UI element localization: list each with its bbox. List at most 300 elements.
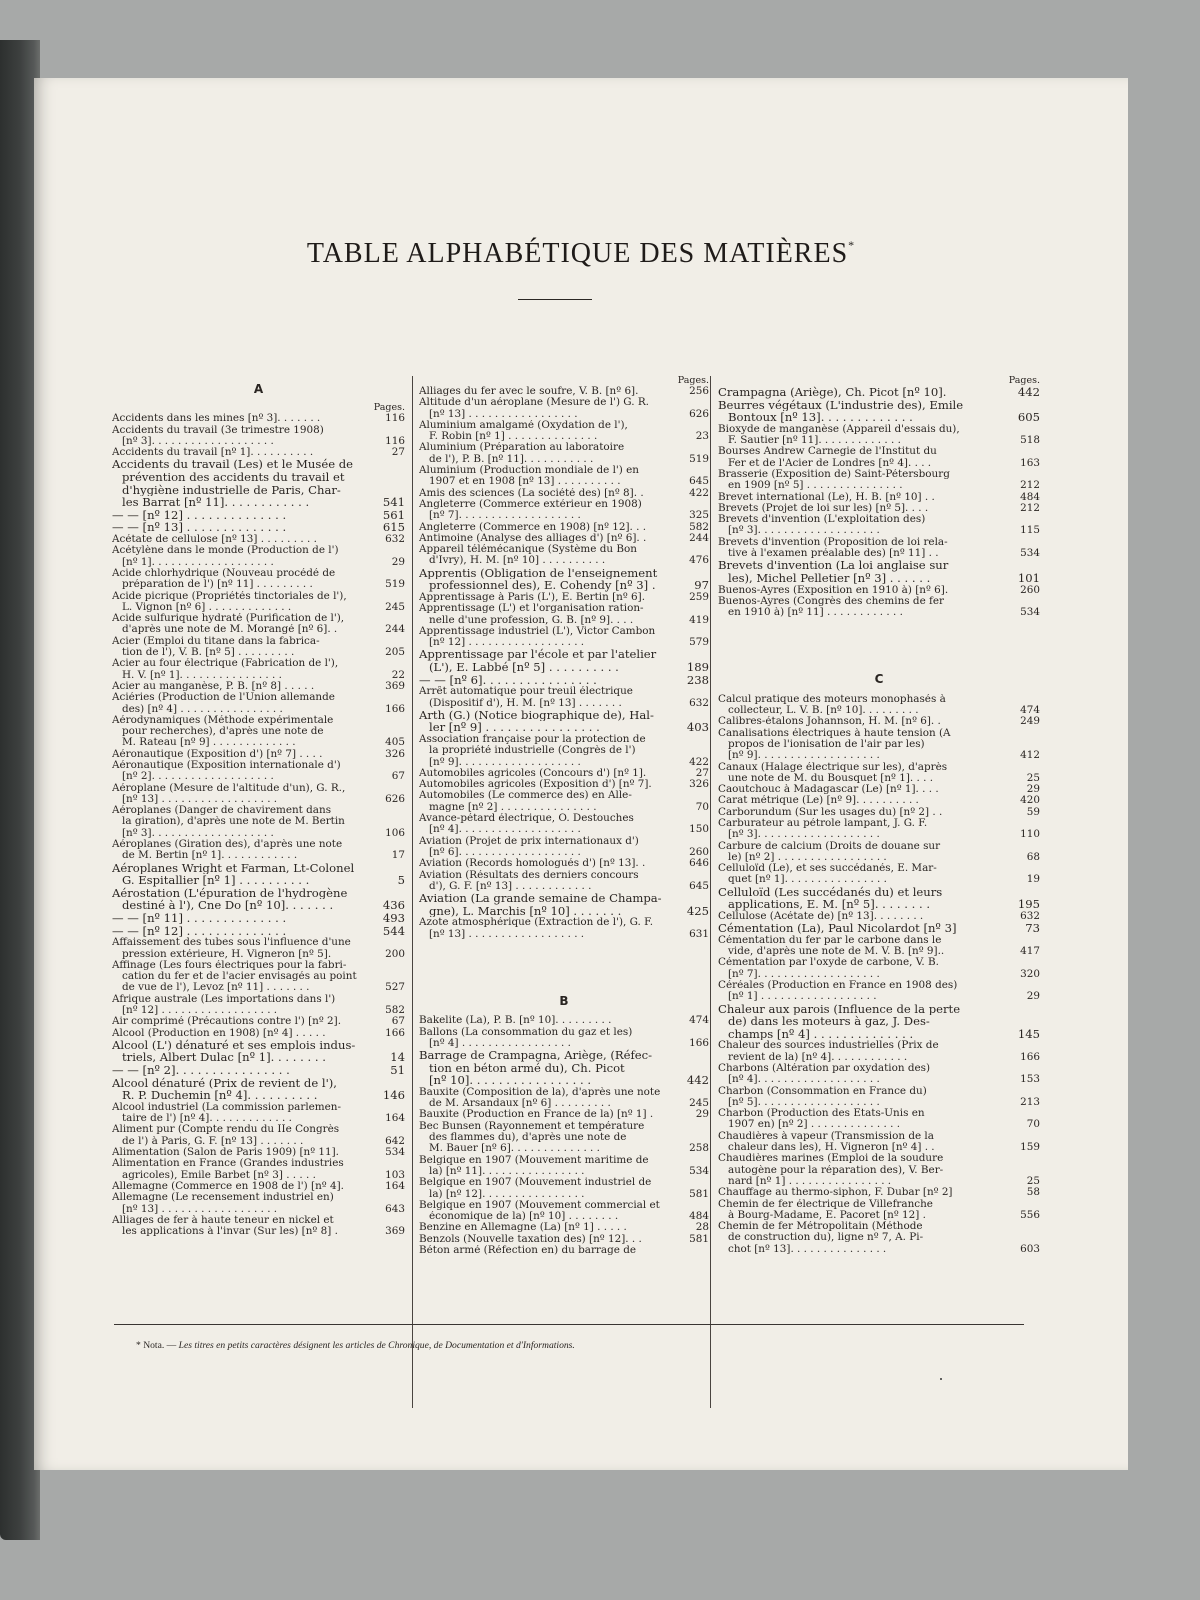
index-entry xyxy=(112,1077,405,1102)
entry-line: Cellulose (Acétate de) [nº 13]. . . . . . . . xyxy=(718,910,924,922)
index-entry xyxy=(419,522,709,533)
index-entry xyxy=(419,779,709,790)
index-entry xyxy=(419,603,709,626)
index-entry xyxy=(419,1155,709,1178)
page-number: 25 xyxy=(1026,1174,1040,1187)
index-entry xyxy=(112,862,405,887)
entry-line: Bontoux [nº 13]. . . . . . . . . . . . . xyxy=(728,411,913,424)
index-entry xyxy=(419,768,709,779)
entry-line: [nº 9]. . . . . . . . . . . . . . . . . . . xyxy=(429,756,581,768)
footnote-text: Les titres en petits caractères désignent les articles de Chronique, de Documentation et d'Informations. xyxy=(178,1340,575,1351)
entry-line: chaleur dans les), H. Vigneron [nº 4] . . xyxy=(728,1142,935,1154)
page-number: 645 xyxy=(689,879,709,892)
page-number: 110 xyxy=(1020,828,1040,841)
entry-line: Calibres-étalons Johannson, H. M. [nº 6]. . xyxy=(718,716,941,728)
title-rule xyxy=(518,299,592,300)
entry-line: les Barrat [nº 11]. . . . . . . . . . . . xyxy=(122,496,310,509)
entry-line: Alimentation (Salon de Paris 1909) [nº 11]. xyxy=(112,1147,339,1159)
index-entry xyxy=(112,1016,405,1027)
index-entry xyxy=(112,1147,405,1158)
entry-line: des flammes du), d'après une note de xyxy=(429,1132,627,1144)
index-entry xyxy=(419,709,709,734)
page-number: 29 xyxy=(1026,783,1040,796)
entry-line: nard [nº 1] . . . . . . . . . . . . . . . . xyxy=(728,1175,892,1187)
page-number: 643 xyxy=(385,1202,405,1215)
index-entry xyxy=(112,447,405,458)
index-entry xyxy=(419,813,709,836)
page-number: 527 xyxy=(385,981,405,994)
page-number: 164 xyxy=(385,1112,405,1125)
index-entry xyxy=(718,795,1040,806)
ink-speck xyxy=(940,1378,942,1380)
entry-line: Chemin de fer Métropolitain (Méthode xyxy=(718,1221,923,1233)
index-entry xyxy=(112,545,405,568)
page-number: 163 xyxy=(1020,456,1040,469)
page-number: 116 xyxy=(385,434,405,447)
page-number: 605 xyxy=(1017,410,1040,425)
section-letter: A xyxy=(253,382,264,396)
entry-line: d'Ivry), H. M. [nº 10] . . . . . . . . . . xyxy=(429,555,606,567)
index-entry xyxy=(112,760,405,783)
entry-line: Apprentissage à Paris (L'), E. Bertin [nº 6]. xyxy=(419,591,646,603)
entry-line: G. Espitallier [nº 1] . . . . . . . . . . xyxy=(122,874,310,887)
entry-line: Aluminium amalgamé (Oxydation de l'), xyxy=(419,419,628,431)
entry-line: Acide picrique (Propriétés tinctoriales de l'), xyxy=(112,590,347,602)
entry-line: Bioxyde de manganèse (Appareil d'essais du), xyxy=(718,423,960,435)
footer-rule xyxy=(114,1324,1024,1325)
page-number: 518 xyxy=(1020,434,1040,447)
entry-line: Bakelite (La), P. B. [nº 10]. . . . . . . . . xyxy=(419,1015,612,1027)
page-number: 320 xyxy=(1020,967,1040,980)
page-number: 561 xyxy=(382,507,405,522)
entry-line: Air comprimé (Précautions contre l') [nº 2]. xyxy=(112,1016,342,1028)
entry-line: [nº 9]. . . . . . . . . . . . . . . . . . . xyxy=(728,750,880,762)
index-entry xyxy=(419,592,709,603)
entry-line: Brevets d'invention (Proposition de loi rela- xyxy=(718,536,948,548)
entry-line: autogène pour la réparation des), V. Ber- xyxy=(728,1164,944,1176)
page-number: 412 xyxy=(1020,749,1040,762)
index-entry xyxy=(419,420,709,443)
index-entry xyxy=(419,1087,709,1110)
entry-line: Alliages de fer à haute teneur en nickel et xyxy=(112,1214,334,1226)
page-number: 70 xyxy=(695,800,709,813)
index-entry xyxy=(419,499,709,522)
entry-line: Azote atmosphérique (Extraction de l'), G. F. xyxy=(419,917,654,929)
page-number: 645 xyxy=(689,475,709,488)
page-number: 166 xyxy=(689,1036,709,1049)
entry-line: Aérodynamiques (Méthode expérimentale xyxy=(112,714,334,726)
page-title xyxy=(34,238,1128,270)
book-page xyxy=(34,78,1128,1470)
entry-line: [nº 5]. . . . . . . . . . . . . . . . . . . xyxy=(728,1096,880,1108)
page-number: 213 xyxy=(1020,1095,1040,1108)
entry-line: Aviation (Projet de prix internationaux d') xyxy=(419,835,639,847)
entry-line: — — [nº 11] . . . . . . . . . . . . . . xyxy=(112,912,287,925)
index-entry xyxy=(419,626,709,649)
entry-line: Apprentissage (L') et l'organisation ration- xyxy=(419,603,644,615)
entry-line: [nº 12] . . . . . . . . . . . . . . . . . . xyxy=(429,637,585,649)
entry-line: [nº 3]. . . . . . . . . . . . . . . . . . . xyxy=(728,525,880,537)
entry-line: les), Michel Pelletier [nº 3] . . . . . . xyxy=(728,571,931,585)
section-spacer xyxy=(419,940,709,986)
entry-line: de M. Bertin [nº 1]. . . . . . . . . . . . xyxy=(122,850,298,862)
page-number: 244 xyxy=(385,623,405,636)
page-number: 544 xyxy=(382,923,405,938)
entry-line: Cémentation (La), Paul Nicolardot [nº 3] xyxy=(718,922,957,935)
entry-line: Céréales (Production en France en 1908 des) xyxy=(718,980,958,992)
entry-line: — — [nº 13] . . . . . . . . . . . . . . xyxy=(112,521,287,535)
entry-line: Bec Bunsen (Rayonnement et température xyxy=(419,1120,645,1132)
page-number: 146 xyxy=(382,1088,405,1103)
pages-label: Pages. xyxy=(373,402,405,414)
entry-line: [nº 4] . . . . . . . . . . . . . . . . . xyxy=(429,1037,571,1049)
entry-line: taire de l') [nº 4]. . . . . . . . . . . . . xyxy=(122,1113,292,1125)
page-number: 164 xyxy=(385,1179,405,1192)
entry-line: Acide chlorhydrique (Nouveau procédé de xyxy=(112,567,336,579)
page-number: 369 xyxy=(385,679,405,692)
index-entry xyxy=(112,925,405,938)
entry-line: d'), G. F. [nº 13] . . . . . . . . . . . . xyxy=(429,880,592,892)
entry-line: Accidents dans les mines [nº 3]. . . . . . . xyxy=(112,413,321,425)
entry-line: F. Sautier [nº 11]. . . . . . . . . . . . . xyxy=(728,435,901,447)
index-entry xyxy=(419,648,709,673)
page-number: 603 xyxy=(1020,1242,1040,1255)
entry-line: Aéroplanes (Giration des), d'après une note xyxy=(112,839,343,851)
entry-line: en 1909 [nº 5] . . . . . . . . . . . . . . . xyxy=(728,480,903,492)
page-number: 14 xyxy=(390,1050,405,1065)
index-entry xyxy=(718,957,1040,980)
entry-line: Crampagna (Ariège), Ch. Picot [nº 10]. xyxy=(718,386,947,399)
page-number: 205 xyxy=(385,646,405,659)
title-text: TABLE ALPHABÉTIQUE DES MATIÈRES xyxy=(306,238,849,269)
index-entry xyxy=(112,568,405,591)
index-entry xyxy=(112,521,405,534)
entry-line: Alcool dénaturé (Prix de revient de l'), xyxy=(112,1076,337,1090)
page-number: 25 xyxy=(1026,771,1040,784)
index-entry xyxy=(419,1015,709,1026)
index-entry xyxy=(419,1222,709,1233)
index-entry xyxy=(718,728,1040,762)
index-entry xyxy=(112,636,405,659)
page-number: 326 xyxy=(689,778,709,791)
entry-line: [nº 3]. . . . . . . . . . . . . . . . . . . xyxy=(122,827,274,839)
index-entry xyxy=(112,1215,405,1238)
entry-line: [nº 13] . . . . . . . . . . . . . . . . . . xyxy=(122,793,278,805)
entry-line: 1907 et en 1908 [nº 13] . . . . . . . . . . xyxy=(429,476,621,488)
index-entry xyxy=(718,1131,1040,1154)
entry-line: vide, d'après une note de M. V. B. [nº 9].. xyxy=(728,946,945,958)
index-entry xyxy=(718,922,1040,935)
page-number: 369 xyxy=(385,1225,405,1238)
footnote xyxy=(136,1340,575,1351)
page-number: 145 xyxy=(1017,1026,1040,1041)
entry-line: professionnel des), E. Cohendy [nº 3] . xyxy=(429,579,656,592)
entry-line: des) [nº 4] . . . . . . . . . . . . . . . . xyxy=(122,703,283,715)
entry-line: R. P. Duchemin [nº 4]. . . . . . . . . . xyxy=(122,1089,318,1102)
entry-line: Acier au manganèse, P. B. [nº 8] . . . . . xyxy=(112,680,315,692)
entry-line: Benzine en Allemagne (La) [nº 1] . . . . . xyxy=(419,1222,627,1234)
entry-line: une note de M. du Bousquet [nº 1]. . . . xyxy=(728,772,934,784)
entry-line: de vue de l'), Levoz [nº 11] . . . . . . . xyxy=(122,982,310,994)
entry-line: collecteur, L. V. B. [nº 10]. . . . . . . . . xyxy=(728,705,919,717)
index-entry xyxy=(419,567,709,592)
index-entry xyxy=(112,1039,405,1064)
entry-line: Chauffage au thermo-siphon, F. Dubar [nº 2] xyxy=(718,1187,953,1199)
page-number: 626 xyxy=(385,792,405,805)
page-number: 200 xyxy=(385,947,405,960)
page-number: 615 xyxy=(382,520,405,535)
entry-line: Chaudières à vapeur (Transmission de la xyxy=(718,1130,934,1142)
entry-line: Accidents du travail (3e trimestre 1908) xyxy=(112,424,324,436)
entry-line: d'après une note de M. Morangé [nº 6]. . xyxy=(122,624,338,636)
index-entry xyxy=(112,591,405,614)
index-entry xyxy=(112,509,405,522)
index-entry xyxy=(112,994,405,1017)
entry-line: [nº 4]. . . . . . . . . . . . . . . . . . . xyxy=(728,1074,880,1086)
index-entry xyxy=(419,858,709,869)
page-number: 23 xyxy=(695,430,709,443)
entry-line: de construction du), ligne nº 7, A. Pi- xyxy=(728,1232,924,1244)
entry-line: Aliment pur (Compte rendu du IIe Congrès xyxy=(112,1124,340,1136)
section-letter: B xyxy=(559,993,569,1008)
entry-line: Acier (Emploi du titane dans la fabrica- xyxy=(112,635,320,647)
entry-line: Carbure de calcium (Droits de douane sur xyxy=(718,840,941,852)
page-number: 631 xyxy=(689,927,709,940)
entry-line: Brasserie (Exposition de) Saint-Pétersbourg xyxy=(718,468,950,480)
entry-line: Charbons (Altération par oxydation des) xyxy=(718,1063,931,1074)
entry-line: Angleterre (Commerce en 1908) [nº 12]. . . xyxy=(419,521,647,533)
index-entry xyxy=(112,715,405,749)
page-number: 259 xyxy=(689,590,709,603)
entry-line: Barrage de Crampagna, Ariège, (Réfec- xyxy=(419,1049,653,1062)
entry-line: Celluloïd (Le), et ses succédanés, E. Mar- xyxy=(718,863,937,875)
index-entry xyxy=(112,613,405,636)
entry-line: Acétylène dans le monde (Production de l') xyxy=(112,545,339,557)
index-entry xyxy=(419,790,709,813)
page-number: 534 xyxy=(689,1164,709,1177)
entry-line: la propriété industrielle (Congrès de l') xyxy=(429,745,636,757)
index-entry xyxy=(419,1245,709,1256)
entry-line: Chaudières marines (Emploi de la soudure xyxy=(718,1153,944,1165)
index-entry xyxy=(718,1063,1040,1086)
index-entry xyxy=(718,399,1040,424)
footnote-lead: * Nota. — xyxy=(136,1340,177,1351)
entry-line: [nº 7]. . . . . . . . . . . . . . . . . . . xyxy=(728,968,880,980)
index-entry xyxy=(718,559,1040,584)
page-number: 581 xyxy=(689,1187,709,1200)
entry-line: de l'), P. B. [nº 11]. . . . . . . . . . . xyxy=(429,453,594,465)
index-entry xyxy=(419,674,709,687)
entry-line: Carburateur au pétrole lampant, J. G. F. xyxy=(718,817,928,829)
page-number: 29 xyxy=(695,1108,709,1121)
entry-line: Béton armé (Réfection en) du barrage de xyxy=(419,1245,636,1257)
entry-line: Aérostation (L'épuration de l'hydrogène xyxy=(112,886,348,900)
entry-line: Appareil télémécanique (Système du Bon xyxy=(419,544,637,556)
page-number: 420 xyxy=(1020,794,1040,807)
index-entry xyxy=(112,425,405,448)
entry-line: Aluminium (Production mondiale de l') en xyxy=(419,465,639,477)
page-number: 405 xyxy=(385,736,405,749)
page-number: 632 xyxy=(385,533,405,546)
entry-line: Benzols (Nouvelle taxation des) [nº 12]. . . xyxy=(419,1233,642,1245)
entry-line: (L'), E. Labbé [nº 5] . . . . . . . . . . xyxy=(429,661,619,674)
index-entry xyxy=(112,887,405,912)
page-number: 632 xyxy=(689,696,709,709)
page-number: 534 xyxy=(1020,606,1040,619)
index-entry xyxy=(718,784,1040,795)
page-number: 153 xyxy=(1020,1073,1040,1086)
entry-line: Alcool (L') dénaturé et ses emplois indus- xyxy=(112,1038,356,1052)
index-entry xyxy=(718,1153,1040,1187)
page-number: 425 xyxy=(686,903,709,918)
entry-line: M. Bauer [nº 6]. . . . . . . . . . . . . . xyxy=(429,1143,600,1155)
entry-line: d'hygiène industrielle de Paris, Char- xyxy=(122,483,341,497)
page-number: 67 xyxy=(391,1015,405,1028)
entry-line: Chaleur aux parois (Influence de la perte xyxy=(718,1002,961,1016)
entry-line: Belgique en 1907 (Mouvement industriel de xyxy=(419,1177,652,1189)
index-entry xyxy=(718,386,1040,399)
entry-line: tion de l'), V. B. [nº 5] . . . . . . . . . xyxy=(122,647,295,659)
entry-line: Buenos-Ayres (Exposition en 1910 à) [nº 6]. xyxy=(718,584,949,596)
page-number: 189 xyxy=(686,660,709,675)
entry-line: préparation de l') [nº 11] . . . . . . . . . xyxy=(122,579,313,591)
index-entry xyxy=(419,1200,709,1223)
index-column-3 xyxy=(710,376,1040,1408)
entry-line: [nº 1] . . . . . . . . . . . . . . . . . . xyxy=(728,991,877,1003)
entry-line: [nº 3]. . . . . . . . . . . . . . . . . . . xyxy=(728,829,880,841)
entry-line: champs [nº 4] . . . . . . . . . . . . . . xyxy=(728,1027,914,1041)
entry-line: Amis des sciences (La société des) [nº 8]. . xyxy=(419,487,644,499)
entry-line: de M. Arsandaux [nº 6] . . . . . . . . . xyxy=(429,1098,611,1110)
index-entry xyxy=(718,469,1040,492)
entry-line: Belgique en 1907 (Mouvement commercial et xyxy=(419,1199,660,1211)
index-entry xyxy=(112,1124,405,1147)
page-number: 581 xyxy=(689,1232,709,1245)
entry-line: [nº 12] . . . . . . . . . . . . . . . . . . xyxy=(122,1005,278,1016)
entry-line: Brevets d'invention (L'exploitation des) xyxy=(718,514,926,526)
entry-line: prévention des accidents du travail et xyxy=(122,471,345,484)
index-entry xyxy=(718,935,1040,958)
entry-line: triels, Albert Dulac [nº 1]. . . . . . . . xyxy=(122,1051,326,1065)
entry-line: Aéronautique (Exposition d') [nº 7] . . . . xyxy=(112,748,323,760)
index-entry xyxy=(112,1192,405,1215)
page-number: 244 xyxy=(689,531,709,544)
index-entry xyxy=(112,783,405,806)
title-asterisk: * xyxy=(848,238,856,252)
pages-label: Pages. xyxy=(677,375,709,386)
page-number: 97 xyxy=(694,578,709,593)
entry-line: F. Robin [nº 1] . . . . . . . . . . . . . . xyxy=(429,431,598,443)
page-number: 150 xyxy=(689,823,709,836)
entry-line: Calcul pratique des moteurs monophasés à xyxy=(718,693,946,705)
index-entry xyxy=(718,863,1040,886)
section-letter: C xyxy=(874,672,884,687)
entry-line: Aviation (Résultats des derniers concours xyxy=(419,869,639,881)
index-entry xyxy=(112,413,405,424)
entry-line: (Dispositif d'), H. M. [nº 13] . . . . . . . xyxy=(429,697,622,709)
index-entry xyxy=(718,818,1040,841)
page-number: 212 xyxy=(1020,479,1040,492)
entry-line: Beurres végétaux (L'industrie des), Emile xyxy=(718,398,964,412)
entry-line: Alcool industriel (La commission parlemen- xyxy=(112,1101,341,1113)
entry-line: à Bourg-Madame, E. Pacoret [nº 12] . xyxy=(728,1209,926,1221)
index-entry xyxy=(718,1199,1040,1222)
index-entry xyxy=(112,960,405,994)
entry-line: nelle d'une profession, G. B. [nº 9]. . . . xyxy=(429,614,634,626)
page-number: 417 xyxy=(1020,945,1040,958)
entry-line: le) [nº 2] . . . . . . . . . . . . . . . . . xyxy=(728,851,887,863)
index-entry xyxy=(419,544,709,567)
entry-line: Celluloïd (Les succédanés du) et leurs xyxy=(718,885,943,899)
entry-line: chot [nº 13]. . . . . . . . . . . . . . . xyxy=(728,1243,887,1255)
page-number: 484 xyxy=(1020,490,1040,503)
entry-line: Automobiles (Le commerce des) en Alle- xyxy=(419,790,632,802)
entry-line: Caoutchouc à Madagascar (Le) [nº 1]. . . . xyxy=(718,784,939,796)
index-entry xyxy=(419,488,709,499)
index-entry xyxy=(112,839,405,862)
index-entry xyxy=(419,1234,709,1245)
entry-line: Apprentis (Obligation de l'enseignement xyxy=(419,566,658,580)
pages-label: Pages. xyxy=(1008,375,1040,386)
page-number: 436 xyxy=(382,898,405,913)
entry-line: magne [nº 2] . . . . . . . . . . . . . . . xyxy=(429,801,597,813)
entry-line: Automobiles agricoles (Concours d') [nº 1]. xyxy=(419,767,647,779)
index-entry xyxy=(718,694,1040,717)
entry-line: Alimentation en France (Grandes industries xyxy=(112,1158,344,1170)
page-number: 403 xyxy=(686,720,709,735)
page-number: 646 xyxy=(689,857,709,870)
entry-line: pression extérieure, H. Vigneron [nº 5]. xyxy=(122,948,332,960)
page-number: 166 xyxy=(385,1026,405,1039)
page-number: 245 xyxy=(689,1097,709,1110)
entry-line: tion en béton armé du), Ch. Picot xyxy=(429,1061,625,1075)
index-entry xyxy=(718,514,1040,537)
entry-line: Aéroplane (Mesure de l'altitude d'un), G. R., xyxy=(112,782,346,794)
entry-line: Acier au four électrique (Fabrication de l'), xyxy=(112,658,339,670)
entry-line: [nº 7]. . . . . . . . . . . . . . . . . . . xyxy=(429,510,581,522)
entry-line: — — [nº 12] . . . . . . . . . . . . . . xyxy=(112,924,287,938)
index-entry xyxy=(419,1109,709,1120)
page-number: 245 xyxy=(385,600,405,613)
index-entry xyxy=(419,465,709,488)
entry-line: Bauxite (Composition de la), d'après une note xyxy=(419,1086,661,1098)
entry-line: Cémentation par l'oxyde de carbone, V. B. xyxy=(718,957,939,969)
index-entry xyxy=(112,1102,405,1125)
page-number: 58 xyxy=(1026,1186,1040,1199)
entry-line: de) dans les moteurs à gaz, J. Des- xyxy=(728,1015,930,1028)
entry-line: agricoles), Emile Barbet [nº 3] . . . . . xyxy=(122,1169,316,1181)
page-number: 256 xyxy=(689,385,709,397)
entry-line: [nº 4]. . . . . . . . . . . . . . . . . . . xyxy=(429,824,581,836)
page-number: 474 xyxy=(689,1014,709,1027)
page-number: 159 xyxy=(1020,1141,1040,1154)
entry-line: — — [nº 2]. . . . . . . . . . . . . . . . xyxy=(112,1064,290,1077)
page-number: 493 xyxy=(382,911,405,926)
entry-line: Angleterre (Commerce extérieur en 1908) xyxy=(419,498,642,510)
index-entry xyxy=(718,1003,1040,1041)
index-entry xyxy=(419,442,709,465)
index-entry xyxy=(718,807,1040,818)
index-column-1 xyxy=(112,374,405,1237)
entry-line: Charbon (Production des Etats-Unis en xyxy=(718,1108,925,1120)
page-number: 258 xyxy=(689,1142,709,1155)
entry-line: Aéroplanes Wright et Farman, Lt-Colonel xyxy=(112,861,355,875)
index-entry xyxy=(718,424,1040,447)
entry-line: destiné à l'), Cne Do [nº 10]. . . . . . . xyxy=(122,899,334,913)
index-entry xyxy=(718,886,1040,911)
entry-line: Bauxite (Production en France de la) [nº 1] . xyxy=(419,1109,654,1121)
entry-line: Belgique en 1907 (Mouvement maritime de xyxy=(419,1154,649,1166)
